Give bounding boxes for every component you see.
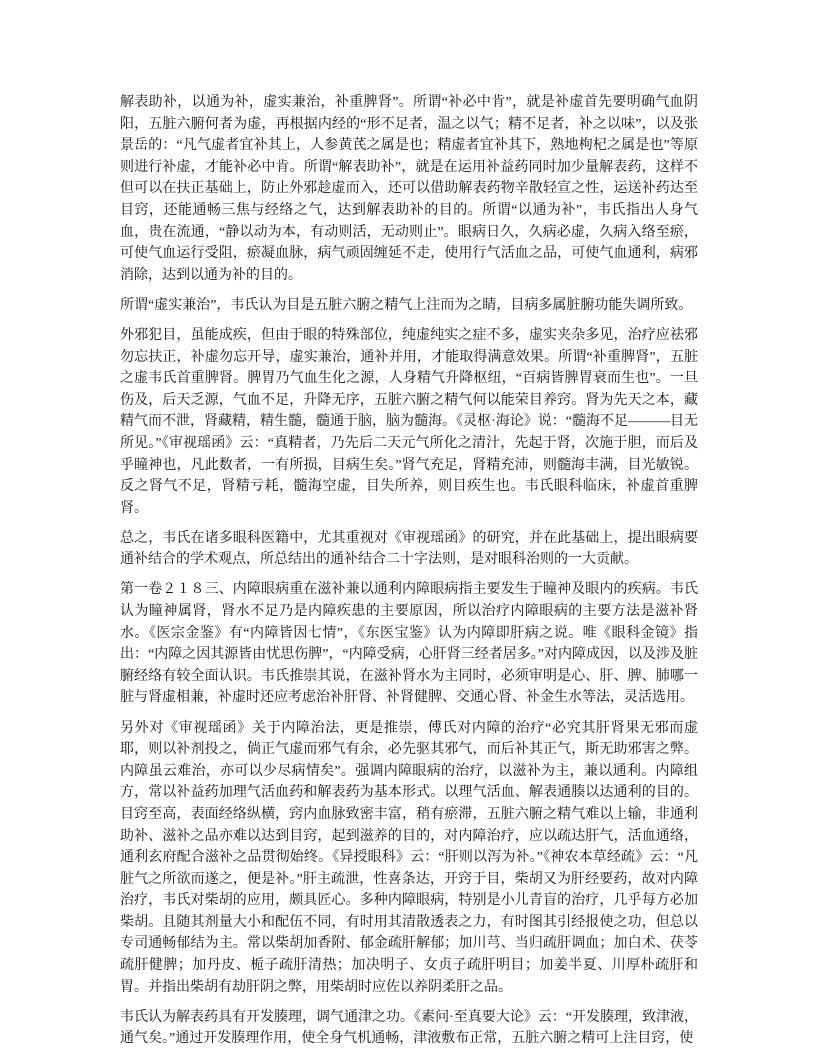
paragraph: 韦氏认为解表药具有开发腠理，调气通津之功。《素问·至真要大论》云：“开发腠理，致津液，通气矣。”通过开发腠理作用，使全身气机通畅，津液敷布正常，五脏六腑之精可上注目窍，使 <box>120 1009 698 1047</box>
paragraph: 解表助补，以通为补，虚实兼治，补重脾肾”。所谓“补必中肯”，就是补虚首先要明确气血阴阳，五脏六腑何者为虚，再根据内经的“形不足者，温之以气；精不足者，补之以味”，以及张景岳的：“凡气虚者宜补其上，人参黄芪之属是也；精虚者宜补其下，熟地枸杞之属是也”等原则进行补虚，才能补必中肯。所谓“解表助补”，就是在运用补益药同时加少量解表药，这样不但可以在扶正基础上，防止外邪趁虚而入，还可以借助解表药物辛散轻宣之性，运送补药达至目窍，还能通畅三焦与经络之气，达到解表助补的目的。所谓“以通为补”，韦氏指出人身气血，贵在流通，“静以动为本，有动则活，无动则止”。眼病日久，久病必虚，久病入络至瘀，可使气血运行受阻，瘀凝血脉，病气顽固缠延不走，使用行气活血之品，可使气血通利，病邪消除，达到以通为补的目的。 <box>120 95 698 283</box>
paragraph: 另外对《审视瑶函》关于内障治法，更是推崇，傅氏对内障的治疗“必究其肝肾果无邪而虚耶，则以补剂投之，倘正气虚而邪气有余，必先驱其邪气，而后补其正气，斯无助邪害之弊。内障虽云难治，亦可以少尽病情矣”。强调内障眼病的治疗，以滋补为主，兼以通利。内障组方，常以补益药加理气活血药和解表药为基本形式。以理气活血、解表通腠以达通利的目的。目窍至高，表面经络纵横，窍内血脉致密丰富，稍有瘀滞，五脏六腑之精气难以上输，非通利助补、滋补之品亦难以达到目窍，起到滋养的目的，对内障治疗，应以疏达肝气，活血通络，通利玄府配合滋补之品贯彻始终。《异授眼科》云：“肝则以泻为补。”《神农本草经疏》云：“凡脏气之所欲而遂之，便是补。”肝主疏泄，性喜条达，开窍于目，柴胡又为肝经要药，故对内障治疗，韦氏对柴胡的应用，颇具匠心。多种内障眼病，特别是小儿青盲的治疗，几乎每方必加柴胡。且随其剂量大小和配伍不同，有时用其清散透表之力，有时图其引经报使之功，但总以专司通畅郁结为主。常以柴胡加香附、郁金疏肝解郁；加川芎、当归疏肝调血；加白术、茯苓疏肝健脾；加丹皮、栀子疏肝清热；加决明子、女贞子疏肝明目；加姜半夏、川厚朴疏肝和胃。并指出柴胡有劫肝阴之弊，用柴胡时应佐以养阴柔肝之品。 <box>120 720 698 995</box>
paragraph: 总之，韦氏在诸多眼科医籍中，尤其重视对《审视瑶函》的研究，并在此基础上，提出眼病要通补结合的学术观点，所总结出的通补结合二十字法则，是对眼科治则的一大贡献。 <box>120 530 698 568</box>
paragraph: 外邪犯目，虽能成疾，但由于眼的特殊部位，纯虚纯实之症不多，虚实夹杂多见，治疗应祛邪勿忘扶正，补虚勿忘开导，虚实兼治，通补并用，才能取得满意效果。所谓“补重脾肾”，五脏之虚韦氏首重脾肾。脾胃乃气血生化之源，人身精气升降枢纽，“百病皆脾胃衰而生也”。一旦伤及，后天乏源，气血不足，升降无序，五脏六腑之精气何以能荣目养窍。肾为先天之本，藏精气而不泄，肾藏精，精生髓，髓通于脑，脑为髓海。《灵枢·海论》说：“髓海不足———目无所见。”《审视瑶函》云：“真精者，乃先后二天元气所化之清汁，先起于肾，次施于胆，而后及乎瞳神也，凡此数者，一有所损，目病生矣。”肾气充足，肾精充沛，则髓海丰满，目光敏锐。反之肾气不足，肾精亏耗，髓海空虚，目失所养，则目疾生也。韦氏眼科临床，补虚首重脾肾。 <box>120 327 698 516</box>
paragraph: 所谓“虚实兼治”，韦氏认为目是五脏六腑之精气上注而为之睛，目病多属脏腑功能失调所致。 <box>120 297 693 313</box>
document-body <box>120 92 698 1050</box>
paragraph: 第一卷２１８三、内障眼病重在滋补兼以通利内障眼病指主要发生于瞳神及眼内的疾病。韦氏认为瞳神属肾，肾水不足乃是内障疾患的主要原因，所以治疗内障眼病的主要方法是滋补肾水。《医宗金鉴》有“内障皆因七情”，《东医宝鉴》认为内障即肝病之说。唯《眼科金镜》指出：“内障之因其源皆由忧思伤脾”，“内障受病，心肝肾三经者居多。”对内障成因，以及涉及脏腑经络有较全面认识。韦氏推崇其说，在滋补肾水为主同时，必须审明是心、肝、脾、肺哪一脏与肾虚相兼，补虚时还应考虑治补肝肾、补肾健脾、交通心肾、补金生水等法，灵活选用。 <box>120 582 698 706</box>
